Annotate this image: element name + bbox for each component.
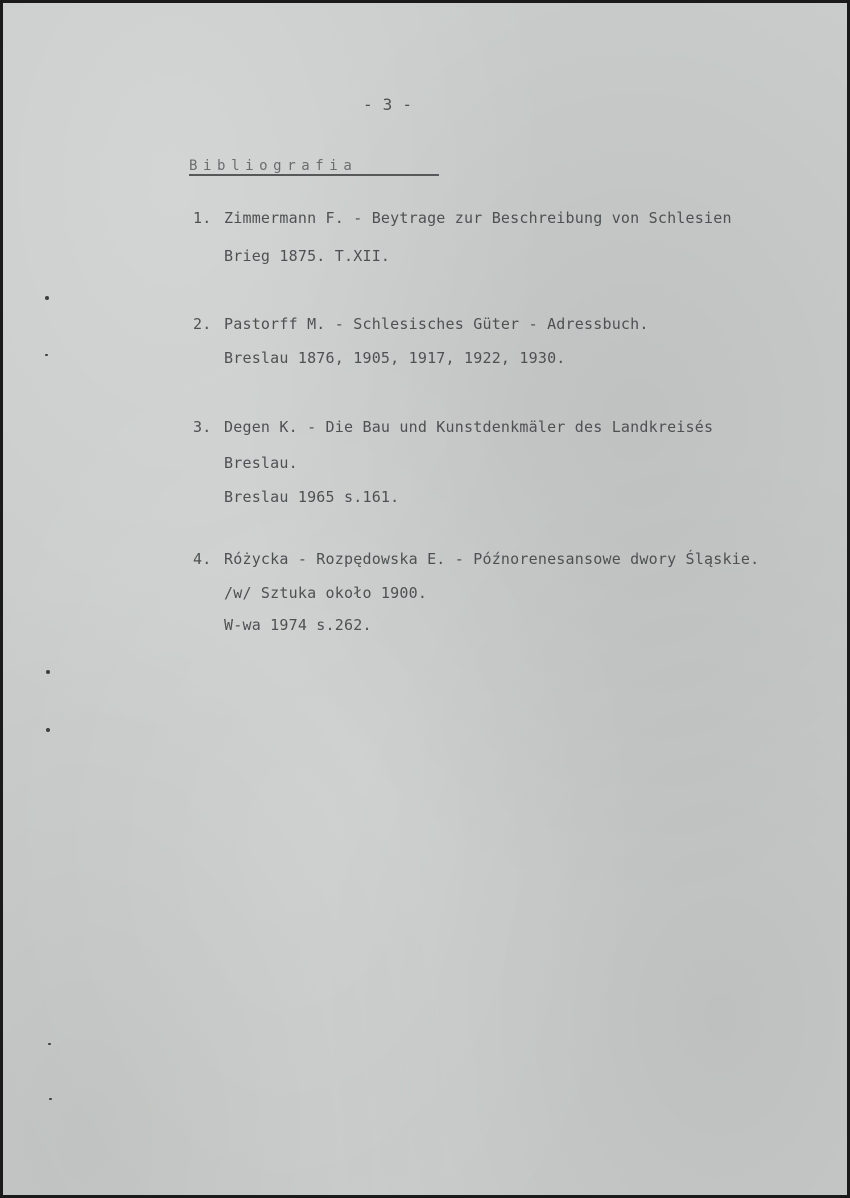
entry-3-number: 3. [193,418,212,436]
entry-2-line-2: Breslau 1876, 1905, 1917, 1922, 1930. [224,349,566,367]
entry-2-number: 2. [193,315,212,333]
entry-1-line-1: Zimmermann F. - Beytrage zur Beschreibung von Schlesien [224,209,732,227]
margin-speck [46,728,50,732]
entry-3-line-3: Breslau 1965 s.161. [224,488,400,506]
margin-speck [48,1043,51,1045]
entry-3-line-2: Breslau. [224,454,298,472]
entry-1-number: 1. [193,209,212,227]
entry-2-line-1: Pastorff M. - Schlesisches Güter - Adressbuch. [224,315,649,333]
entry-4-line-3: W-wa 1974 s.262. [224,616,372,634]
entry-3-line-1: Degen K. - Die Bau und Kunstdenkmäler des Landkreisés [224,418,714,436]
margin-speck [45,354,48,356]
bibliography-heading: Bibliografia [189,158,358,174]
entry-4-number: 4. [193,550,212,568]
margin-speck [45,296,49,300]
entry-1-line-2: Brieg 1875. T.XII. [224,247,391,265]
margin-speck [46,670,50,674]
entry-4-line-1: Różycka - Rozpędowska E. - Późnorenesansowe dwory Śląskie. [224,550,760,568]
entry-4-line-2: /w/ Sztuka około 1900. [224,584,428,602]
document-page [3,3,847,1195]
margin-speck [49,1098,52,1100]
page-number: - 3 - [363,95,413,114]
heading-underline [189,174,439,176]
